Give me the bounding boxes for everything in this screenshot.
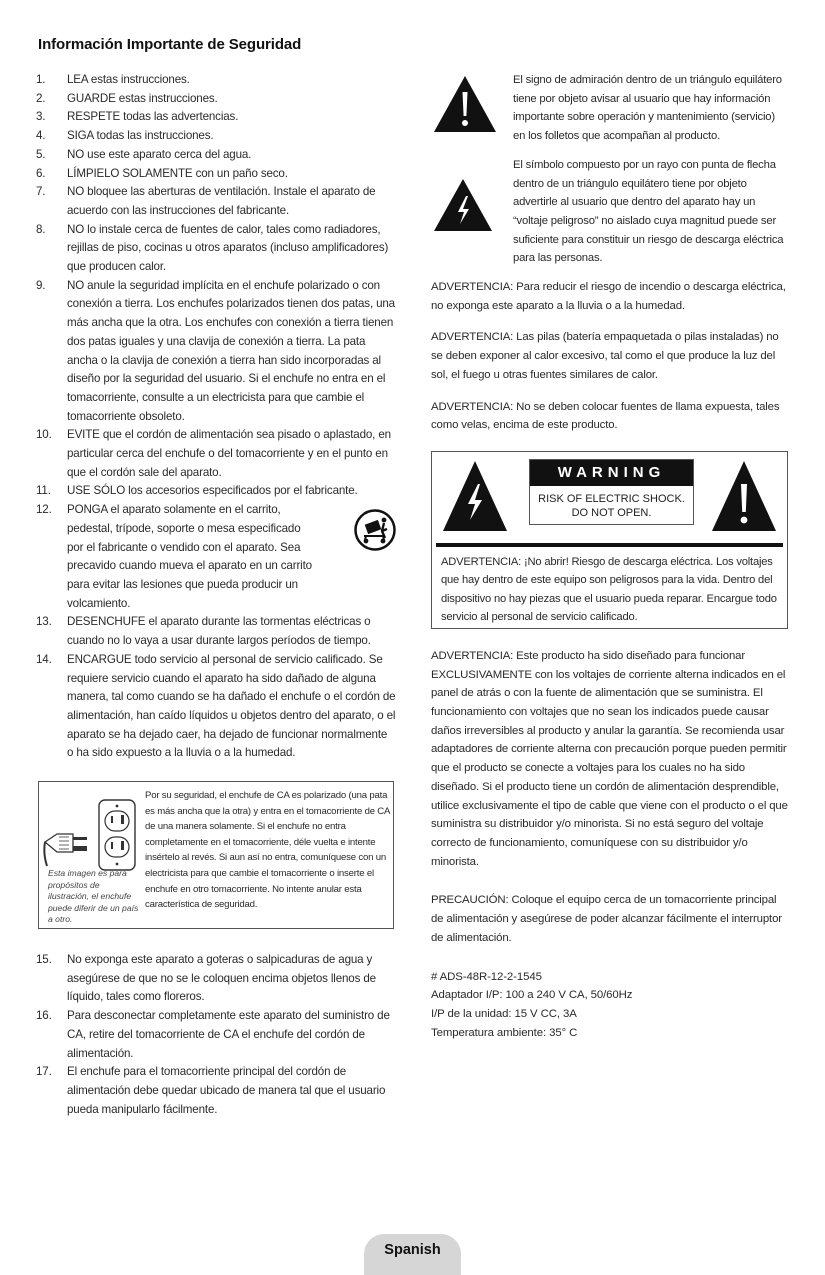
language-tab: Spanish bbox=[364, 1234, 461, 1275]
adapter-input: Adaptador I/P: 100 a 240 V CA, 50/60Hz bbox=[431, 989, 633, 1002]
warning-label bbox=[529, 459, 694, 525]
item-text: NO anule la seguridad implícita en el enchufe polarizado o con conexión a tierra. Los enchufes polarizados tienen dos patas, una más ancha que la otra. Los enchufes con conexión a tierra tienen dos patas iguales y una clavija de conexión a tierra. La pata ancha o la clavija de conexión a tierra han sido incorporadas al diseño por la seguridad del usuario. Si el enchufe no entra en el tomacorriente, consulte a un electricista para que cambie el tomacorriente obsoleto. bbox=[67, 278, 395, 423]
item-number: 9. bbox=[36, 278, 46, 292]
exclamation-symbol-explanation bbox=[431, 71, 788, 146]
item-text: ENCARGUE todo servicio al personal de servicio calificado. Se requiere servicio cuando el aparato ha sido dañado de alguna manera, tal como cuando se ha dañado el enchufe o el cordón de alimentación, han caído líquidos u objetos dentro del aparato, o el aparato se ha dejado caer, ha dejado de funcionar normalmente o ha sido expuesto a la lluvia o a la humedad. bbox=[67, 652, 396, 760]
instruction-item bbox=[36, 651, 396, 763]
instructions-list-cart bbox=[36, 501, 396, 613]
item-number: 17. bbox=[36, 1065, 52, 1079]
item-number: 11. bbox=[36, 484, 51, 498]
divider bbox=[436, 543, 783, 547]
item-text: No exponga este aparato a goteras o salpicaduras de agua y asegúrese de que no se le coloquen encima objetos llenos de líquido, tales como floreros. bbox=[67, 953, 376, 1004]
plug-notice-text: Por su seguridad, el enchufe de CA es polarizado (una pata es más ancha que la otra) y entra en el tomacorriente de CA de una manera solamente. Si el enchufe no entra completamente en el tomacorriente, déle vuelta e intente insértelo al revés. Si aun así no entra, comuníquese con un electricista para que cambie el tomacorriente o inserte el enchufe en otro tomacorriente. No intente anular esta característica de seguridad. bbox=[145, 790, 390, 911]
instructions-list-continued bbox=[36, 613, 396, 763]
lightning-symbol-explanation bbox=[431, 156, 788, 268]
item-text: Para desconectar completamente este aparato del suministro de CA, retire del tomacorriente de CA el enchufe del cordón de alimentación. bbox=[67, 1009, 390, 1060]
instruction-item bbox=[36, 71, 396, 90]
item-number: 12. bbox=[36, 503, 52, 517]
warning-box-text: ADVERTENCIA: ¡No abrir! Riesgo de descarga eléctrica. Los voltajes que hay dentro de este equipo son peligrosos para la vida. Dentro del dispositivo no hay piezas que el usuario pueda reparar. Encargue todo servicio al personal de servicio calificado. bbox=[441, 555, 777, 624]
plug-illustration-caption: Esta imagen es para propósitos de ilustración, el enchufe puede diferir de un país a otro. bbox=[48, 868, 139, 925]
item-text: GUARDE estas instrucciones. bbox=[67, 91, 218, 105]
item-number: 6. bbox=[36, 166, 46, 180]
item-text: DESENCHUFE el aparato durante las tormentas eléctricas o cuando no lo vaya a usar durante largos períodos de tiempo. bbox=[67, 615, 371, 648]
instruction-item bbox=[36, 1063, 396, 1119]
polarized-plug-outlet-icon bbox=[43, 794, 139, 872]
item-number: 13. bbox=[36, 615, 52, 629]
exclamation-symbol-text: El signo de admiración dentro de un triángulo equilátero tiene por objeto avisar al usuario que hay información importante sobre operación y mantenimiento (servicio) en los folletos que acompañan al producto. bbox=[513, 74, 782, 143]
instruction-item bbox=[36, 108, 396, 127]
item-number: 5. bbox=[36, 147, 46, 161]
instruction-item bbox=[36, 183, 396, 220]
instruction-item bbox=[36, 613, 396, 650]
left-column bbox=[36, 71, 396, 1119]
right-column bbox=[431, 71, 788, 1042]
warning-rain: ADVERTENCIA: Para reducir el riesgo de incendio o descarga eléctrica, no exponga este aparato a la lluvia o a la humedad. bbox=[431, 281, 786, 312]
instruction-item-cart bbox=[36, 501, 396, 613]
cart-tip-over-icon bbox=[354, 509, 396, 551]
item-text: NO bloquee las aberturas de ventilación. Instale el aparato de acuerdo con las instrucciones del fabricante. bbox=[67, 185, 376, 217]
item-number: 14. bbox=[36, 652, 52, 666]
warning-flame: ADVERTENCIA: No se deben colocar fuentes de llama expuesta, tales como velas, encima de este producto. bbox=[431, 400, 780, 432]
lightning-triangle-icon bbox=[442, 460, 508, 532]
ambient-temperature: Temperatura ambiente: 35° C bbox=[431, 1026, 578, 1039]
item-text: LÍMPIELO SOLAMENTE con un paño seco. bbox=[67, 166, 288, 180]
item-number: 1. bbox=[36, 73, 46, 86]
instruction-item bbox=[36, 426, 396, 482]
power-specifications bbox=[431, 968, 788, 1043]
item-number: 10. bbox=[36, 428, 52, 442]
item-text: USE SÓLO los accesorios especificados por el fabricante. bbox=[67, 484, 358, 498]
warning-batteries: ADVERTENCIA: Las pilas (batería empaquetada o pilas instaladas) no se deben exponer al calor excesivo, tal como el que produce la luz del sol, el fuego u otras fuentes similares de calor. bbox=[431, 331, 779, 381]
item-number: 7. bbox=[36, 185, 46, 199]
item-text: LEA estas instrucciones. bbox=[67, 73, 190, 86]
item-text: El enchufe para el tomacorriente principal del cordón de alimentación debe quedar ubicado de manera tal que el usuario pueda manipularlo fácilmente. bbox=[67, 1065, 386, 1116]
model-number: # ADS-48R-12-2-1545 bbox=[431, 970, 542, 983]
instruction-item bbox=[36, 951, 396, 1007]
polarized-plug-notice bbox=[38, 781, 394, 929]
item-text: NO use este aparato cerca del agua. bbox=[67, 147, 252, 161]
instructions-list-final bbox=[36, 951, 396, 1119]
instruction-item bbox=[36, 221, 396, 277]
item-text: RESPETE todas las advertencias. bbox=[67, 110, 239, 124]
warning-label-subtext: RISK OF ELECTRIC SHOCK. DO NOT OPEN. bbox=[538, 492, 685, 520]
item-number: 16. bbox=[36, 1009, 52, 1023]
item-text: EVITE que el cordón de alimentación sea pisado o aplastado, en particular cerca del enchufe o del tomacorriente y en el punto en que el cordón sale del aparato. bbox=[67, 428, 391, 479]
page-title: Información Importante de Seguridad bbox=[38, 36, 302, 53]
item-text: NO lo instale cerca de fuentes de calor, tales como radiadores, rejillas de piso, cocinas u otros aparatos (incluso amplificadores) que producen calor. bbox=[67, 222, 389, 274]
item-text: PONGA el aparato solamente en el carrito, pedestal, trípode, soporte o mesa especificado por el fabricante o vendido con el aparato. Sea precavido cuando mueva el aparato en un carrito para evitar las lesiones que pueda producir un volcamiento. bbox=[67, 503, 312, 610]
instruction-item bbox=[36, 165, 396, 184]
unit-input: I/P de la unidad: 15 V CC, 3A bbox=[431, 1007, 577, 1020]
lightning-symbol-text: El símbolo compuesto por un rayo con punta de flecha dentro de un triángulo equilátero tiene por objeto advertirle al usuario que dentro del aparato hay un “voltaje peligroso” no aislado cuya magnitud puede ser suficiente para constituir un riesgo de descarga eléctrica para las personas. bbox=[513, 158, 784, 265]
instruction-item bbox=[36, 482, 396, 501]
instruction-item bbox=[36, 127, 396, 146]
exclamation-triangle-icon bbox=[433, 75, 497, 133]
caution-text: PRECAUCIÓN: Coloque el equipo cerca de un tomacorriente principal de alimentación y asegúrese de poder alcanzar fácilmente el interruptor de alimentación. bbox=[431, 894, 782, 944]
instructions-list bbox=[36, 71, 396, 501]
item-number: 8. bbox=[36, 222, 46, 236]
exclamation-triangle-icon bbox=[711, 460, 777, 532]
warning-label-header: WARNING bbox=[530, 460, 693, 486]
lightning-triangle-icon bbox=[433, 178, 493, 232]
instruction-item bbox=[36, 277, 396, 427]
item-number: 15. bbox=[36, 953, 52, 967]
voltage-warning: ADVERTENCIA: Este producto ha sido diseñado para funcionar EXCLUSIVAMENTE con los voltajes de corriente alterna indicados en el panel de atrás o con la fuente de alimentación que se suministra. El funcionamiento con voltajes que no sean los indicados puede causar daños irreversibles al producto y anular la garantía. Se recomienda usar adaptadores de corriente alterna con precaución porque pueden permitir que el producto se conecte a voltajes para los cuales no ha sido diseñado. Si el producto tiene un cordón de alimentación desprendible, utilice exclusivamente el tipo de cable que viene con el producto o el que suministra su distribuidor y/o minorista. Si no está seguro del voltaje correcto de funcionamiento, comuníquese con su distribuidor y/o minorista. bbox=[431, 649, 788, 868]
instruction-item bbox=[36, 90, 396, 109]
item-number: 2. bbox=[36, 91, 46, 105]
electric-shock-warning-box bbox=[431, 451, 788, 629]
instruction-item bbox=[36, 1007, 396, 1063]
instruction-item bbox=[36, 146, 396, 165]
item-number: 3. bbox=[36, 110, 46, 124]
item-text: SIGA todas las instrucciones. bbox=[67, 129, 214, 143]
item-number: 4. bbox=[36, 129, 46, 143]
